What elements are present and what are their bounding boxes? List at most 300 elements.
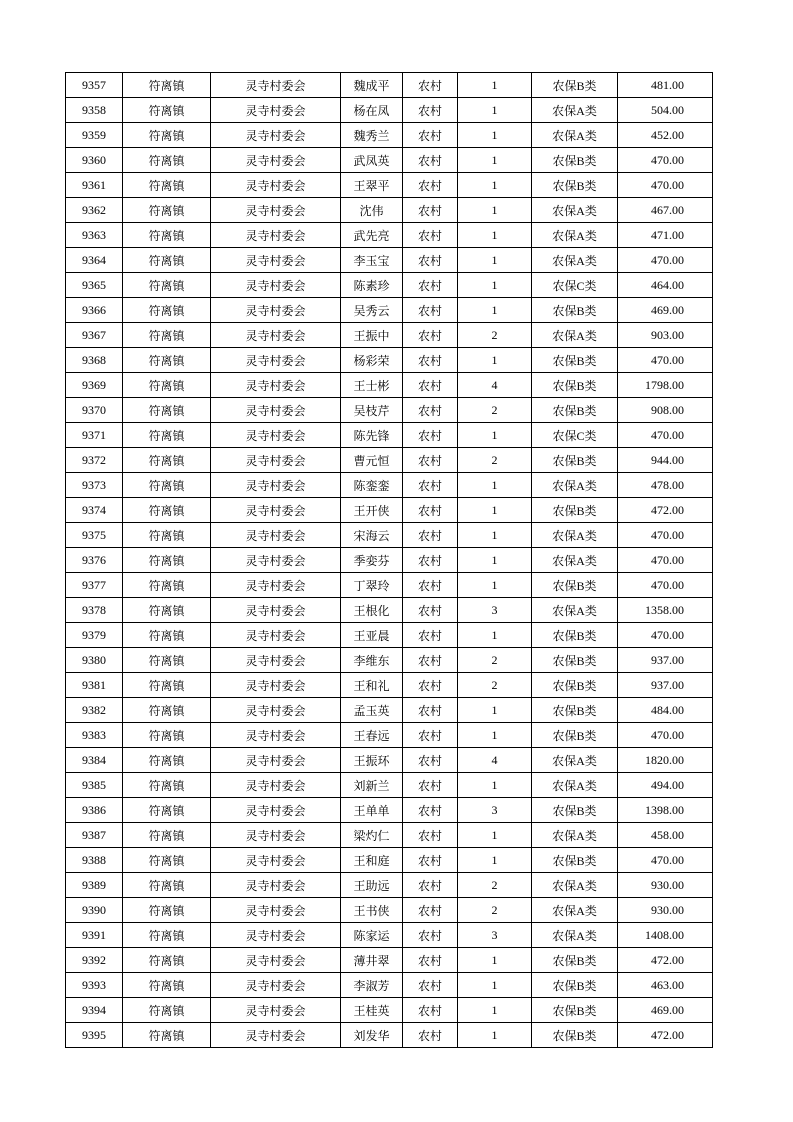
cell-village: 灵寺村委会 bbox=[211, 773, 341, 798]
cell-count: 1 bbox=[458, 98, 532, 123]
cell-village: 灵寺村委会 bbox=[211, 498, 341, 523]
cell-seq: 9387 bbox=[66, 823, 123, 848]
cell-seq: 9376 bbox=[66, 548, 123, 573]
table-row bbox=[66, 698, 713, 723]
cell-type: 农村 bbox=[403, 948, 458, 973]
cell-amount: 458.00 bbox=[618, 823, 713, 848]
cell-seq: 9383 bbox=[66, 723, 123, 748]
cell-village: 灵寺村委会 bbox=[211, 223, 341, 248]
cell-name: 魏成平 bbox=[341, 73, 403, 98]
cell-count: 1 bbox=[458, 948, 532, 973]
cell-village: 灵寺村委会 bbox=[211, 398, 341, 423]
cell-village: 灵寺村委会 bbox=[211, 573, 341, 598]
table-row bbox=[66, 473, 713, 498]
cell-village: 灵寺村委会 bbox=[211, 548, 341, 573]
cell-seq: 9369 bbox=[66, 373, 123, 398]
cell-amount: 1798.00 bbox=[618, 373, 713, 398]
cell-name: 王和庭 bbox=[341, 848, 403, 873]
cell-name: 武先亮 bbox=[341, 223, 403, 248]
cell-category: 农保A类 bbox=[532, 523, 618, 548]
table-row bbox=[66, 248, 713, 273]
cell-category: 农保A类 bbox=[532, 198, 618, 223]
cell-village: 灵寺村委会 bbox=[211, 523, 341, 548]
cell-seq: 9388 bbox=[66, 848, 123, 873]
cell-type: 农村 bbox=[403, 998, 458, 1023]
cell-village: 灵寺村委会 bbox=[211, 448, 341, 473]
table-row bbox=[66, 348, 713, 373]
cell-town: 符离镇 bbox=[123, 423, 211, 448]
cell-type: 农村 bbox=[403, 798, 458, 823]
cell-seq: 9375 bbox=[66, 523, 123, 548]
cell-type: 农村 bbox=[403, 148, 458, 173]
cell-village: 灵寺村委会 bbox=[211, 823, 341, 848]
cell-category: 农保A类 bbox=[532, 873, 618, 898]
cell-type: 农村 bbox=[403, 173, 458, 198]
cell-town: 符离镇 bbox=[123, 648, 211, 673]
cell-seq: 9374 bbox=[66, 498, 123, 523]
cell-town: 符离镇 bbox=[123, 298, 211, 323]
cell-amount: 471.00 bbox=[618, 223, 713, 248]
cell-category: 农保C类 bbox=[532, 423, 618, 448]
cell-seq: 9393 bbox=[66, 973, 123, 998]
cell-amount: 470.00 bbox=[618, 723, 713, 748]
cell-name: 王亚晨 bbox=[341, 623, 403, 648]
cell-amount: 470.00 bbox=[618, 848, 713, 873]
cell-category: 农保A类 bbox=[532, 923, 618, 948]
cell-seq: 9377 bbox=[66, 573, 123, 598]
cell-count: 1 bbox=[458, 73, 532, 98]
cell-category: 农保B类 bbox=[532, 373, 618, 398]
cell-name: 王春远 bbox=[341, 723, 403, 748]
cell-name: 薄井翠 bbox=[341, 948, 403, 973]
cell-name: 王桂英 bbox=[341, 998, 403, 1023]
cell-seq: 9394 bbox=[66, 998, 123, 1023]
cell-town: 符离镇 bbox=[123, 273, 211, 298]
cell-town: 符离镇 bbox=[123, 473, 211, 498]
cell-name: 王根化 bbox=[341, 598, 403, 623]
cell-village: 灵寺村委会 bbox=[211, 648, 341, 673]
cell-count: 1 bbox=[458, 773, 532, 798]
cell-category: 农保B类 bbox=[532, 298, 618, 323]
cell-amount: 469.00 bbox=[618, 298, 713, 323]
cell-seq: 9378 bbox=[66, 598, 123, 623]
cell-name: 梁灼仁 bbox=[341, 823, 403, 848]
cell-name: 王书侠 bbox=[341, 898, 403, 923]
cell-amount: 472.00 bbox=[618, 498, 713, 523]
cell-village: 灵寺村委会 bbox=[211, 998, 341, 1023]
table-row bbox=[66, 273, 713, 298]
cell-town: 符离镇 bbox=[123, 73, 211, 98]
cell-village: 灵寺村委会 bbox=[211, 373, 341, 398]
cell-name: 王翠平 bbox=[341, 173, 403, 198]
cell-count: 1 bbox=[458, 298, 532, 323]
cell-town: 符离镇 bbox=[123, 248, 211, 273]
cell-type: 农村 bbox=[403, 423, 458, 448]
cell-village: 灵寺村委会 bbox=[211, 798, 341, 823]
cell-seq: 9373 bbox=[66, 473, 123, 498]
cell-seq: 9390 bbox=[66, 898, 123, 923]
cell-village: 灵寺村委会 bbox=[211, 173, 341, 198]
cell-category: 农保A类 bbox=[532, 223, 618, 248]
table-row bbox=[66, 323, 713, 348]
cell-category: 农保A类 bbox=[532, 123, 618, 148]
cell-village: 灵寺村委会 bbox=[211, 1023, 341, 1048]
cell-seq: 9368 bbox=[66, 348, 123, 373]
cell-type: 农村 bbox=[403, 498, 458, 523]
cell-town: 符离镇 bbox=[123, 598, 211, 623]
cell-seq: 9358 bbox=[66, 98, 123, 123]
cell-category: 农保B类 bbox=[532, 398, 618, 423]
cell-amount: 470.00 bbox=[618, 423, 713, 448]
cell-amount: 484.00 bbox=[618, 698, 713, 723]
cell-count: 2 bbox=[458, 898, 532, 923]
cell-amount: 494.00 bbox=[618, 773, 713, 798]
cell-town: 符离镇 bbox=[123, 123, 211, 148]
table-row bbox=[66, 998, 713, 1023]
cell-type: 农村 bbox=[403, 448, 458, 473]
cell-town: 符离镇 bbox=[123, 623, 211, 648]
table-row bbox=[66, 98, 713, 123]
cell-category: 农保B类 bbox=[532, 673, 618, 698]
cell-count: 3 bbox=[458, 923, 532, 948]
cell-category: 农保A类 bbox=[532, 598, 618, 623]
cell-category: 农保A类 bbox=[532, 823, 618, 848]
cell-count: 1 bbox=[458, 1023, 532, 1048]
cell-seq: 9391 bbox=[66, 923, 123, 948]
cell-amount: 937.00 bbox=[618, 648, 713, 673]
table-row bbox=[66, 523, 713, 548]
cell-type: 农村 bbox=[403, 523, 458, 548]
cell-seq: 9379 bbox=[66, 623, 123, 648]
cell-name: 王振环 bbox=[341, 748, 403, 773]
cell-type: 农村 bbox=[403, 73, 458, 98]
cell-amount: 481.00 bbox=[618, 73, 713, 98]
cell-name: 吴秀云 bbox=[341, 298, 403, 323]
cell-category: 农保B类 bbox=[532, 698, 618, 723]
cell-type: 农村 bbox=[403, 123, 458, 148]
cell-amount: 472.00 bbox=[618, 948, 713, 973]
cell-amount: 469.00 bbox=[618, 998, 713, 1023]
cell-amount: 464.00 bbox=[618, 273, 713, 298]
cell-amount: 463.00 bbox=[618, 973, 713, 998]
cell-count: 1 bbox=[458, 223, 532, 248]
cell-amount: 467.00 bbox=[618, 198, 713, 223]
cell-name: 王开侠 bbox=[341, 498, 403, 523]
cell-category: 农保A类 bbox=[532, 898, 618, 923]
cell-town: 符离镇 bbox=[123, 873, 211, 898]
table-row bbox=[66, 173, 713, 198]
cell-town: 符离镇 bbox=[123, 148, 211, 173]
cell-count: 1 bbox=[458, 698, 532, 723]
cell-village: 灵寺村委会 bbox=[211, 148, 341, 173]
table-row bbox=[66, 873, 713, 898]
cell-seq: 9363 bbox=[66, 223, 123, 248]
cell-town: 符离镇 bbox=[123, 798, 211, 823]
table-row bbox=[66, 748, 713, 773]
cell-town: 符离镇 bbox=[123, 923, 211, 948]
table-row bbox=[66, 823, 713, 848]
cell-amount: 908.00 bbox=[618, 398, 713, 423]
cell-count: 1 bbox=[458, 273, 532, 298]
cell-count: 1 bbox=[458, 348, 532, 373]
cell-count: 4 bbox=[458, 373, 532, 398]
payment-roster-table bbox=[65, 72, 713, 1048]
cell-amount: 1820.00 bbox=[618, 748, 713, 773]
cell-seq: 9357 bbox=[66, 73, 123, 98]
cell-name: 陈銮銮 bbox=[341, 473, 403, 498]
cell-town: 符离镇 bbox=[123, 348, 211, 373]
cell-type: 农村 bbox=[403, 823, 458, 848]
cell-count: 2 bbox=[458, 648, 532, 673]
cell-type: 农村 bbox=[403, 573, 458, 598]
table-row bbox=[66, 548, 713, 573]
cell-name: 吴枝芹 bbox=[341, 398, 403, 423]
cell-name: 刘新兰 bbox=[341, 773, 403, 798]
cell-town: 符离镇 bbox=[123, 448, 211, 473]
cell-amount: 504.00 bbox=[618, 98, 713, 123]
table-row bbox=[66, 573, 713, 598]
cell-seq: 9359 bbox=[66, 123, 123, 148]
cell-town: 符离镇 bbox=[123, 998, 211, 1023]
cell-town: 符离镇 bbox=[123, 773, 211, 798]
cell-count: 3 bbox=[458, 798, 532, 823]
cell-seq: 9364 bbox=[66, 248, 123, 273]
table-row bbox=[66, 898, 713, 923]
cell-count: 1 bbox=[458, 173, 532, 198]
cell-amount: 937.00 bbox=[618, 673, 713, 698]
cell-town: 符离镇 bbox=[123, 748, 211, 773]
cell-type: 农村 bbox=[403, 598, 458, 623]
cell-category: 农保B类 bbox=[532, 623, 618, 648]
cell-amount: 472.00 bbox=[618, 1023, 713, 1048]
table-row bbox=[66, 123, 713, 148]
cell-town: 符离镇 bbox=[123, 198, 211, 223]
cell-type: 农村 bbox=[403, 923, 458, 948]
cell-type: 农村 bbox=[403, 873, 458, 898]
cell-seq: 9362 bbox=[66, 198, 123, 223]
cell-count: 1 bbox=[458, 573, 532, 598]
cell-seq: 9392 bbox=[66, 948, 123, 973]
cell-category: 农保A类 bbox=[532, 548, 618, 573]
table-row bbox=[66, 423, 713, 448]
cell-town: 符离镇 bbox=[123, 673, 211, 698]
cell-name: 季娈芬 bbox=[341, 548, 403, 573]
cell-count: 1 bbox=[458, 823, 532, 848]
cell-name: 李玉宝 bbox=[341, 248, 403, 273]
cell-type: 农村 bbox=[403, 548, 458, 573]
cell-town: 符离镇 bbox=[123, 698, 211, 723]
cell-town: 符离镇 bbox=[123, 1023, 211, 1048]
cell-category: 农保A类 bbox=[532, 98, 618, 123]
cell-seq: 9381 bbox=[66, 673, 123, 698]
cell-count: 1 bbox=[458, 123, 532, 148]
cell-amount: 1398.00 bbox=[618, 798, 713, 823]
cell-name: 王助远 bbox=[341, 873, 403, 898]
cell-village: 灵寺村委会 bbox=[211, 248, 341, 273]
cell-seq: 9389 bbox=[66, 873, 123, 898]
cell-count: 1 bbox=[458, 848, 532, 873]
cell-seq: 9370 bbox=[66, 398, 123, 423]
cell-type: 农村 bbox=[403, 973, 458, 998]
cell-amount: 478.00 bbox=[618, 473, 713, 498]
cell-town: 符离镇 bbox=[123, 523, 211, 548]
cell-count: 2 bbox=[458, 448, 532, 473]
cell-seq: 9367 bbox=[66, 323, 123, 348]
cell-town: 符离镇 bbox=[123, 573, 211, 598]
cell-type: 农村 bbox=[403, 723, 458, 748]
table-row bbox=[66, 923, 713, 948]
cell-type: 农村 bbox=[403, 773, 458, 798]
cell-town: 符离镇 bbox=[123, 498, 211, 523]
table-row bbox=[66, 598, 713, 623]
cell-village: 灵寺村委会 bbox=[211, 698, 341, 723]
cell-amount: 470.00 bbox=[618, 573, 713, 598]
cell-seq: 9382 bbox=[66, 698, 123, 723]
cell-type: 农村 bbox=[403, 298, 458, 323]
cell-count: 4 bbox=[458, 748, 532, 773]
cell-seq: 9372 bbox=[66, 448, 123, 473]
table-row bbox=[66, 398, 713, 423]
cell-amount: 944.00 bbox=[618, 448, 713, 473]
cell-category: 农保A类 bbox=[532, 748, 618, 773]
cell-village: 灵寺村委会 bbox=[211, 873, 341, 898]
cell-village: 灵寺村委会 bbox=[211, 948, 341, 973]
table-row bbox=[66, 773, 713, 798]
cell-category: 农保A类 bbox=[532, 323, 618, 348]
cell-name: 杨在凤 bbox=[341, 98, 403, 123]
cell-village: 灵寺村委会 bbox=[211, 598, 341, 623]
cell-town: 符离镇 bbox=[123, 398, 211, 423]
cell-village: 灵寺村委会 bbox=[211, 898, 341, 923]
cell-type: 农村 bbox=[403, 398, 458, 423]
cell-town: 符离镇 bbox=[123, 223, 211, 248]
cell-amount: 1358.00 bbox=[618, 598, 713, 623]
cell-amount: 470.00 bbox=[618, 248, 713, 273]
cell-type: 农村 bbox=[403, 248, 458, 273]
table-row bbox=[66, 648, 713, 673]
cell-category: 农保C类 bbox=[532, 273, 618, 298]
cell-name: 宋海云 bbox=[341, 523, 403, 548]
cell-type: 农村 bbox=[403, 698, 458, 723]
cell-name: 孟玉英 bbox=[341, 698, 403, 723]
cell-amount: 1408.00 bbox=[618, 923, 713, 948]
cell-village: 灵寺村委会 bbox=[211, 298, 341, 323]
cell-village: 灵寺村委会 bbox=[211, 848, 341, 873]
cell-town: 符离镇 bbox=[123, 973, 211, 998]
cell-name: 李维东 bbox=[341, 648, 403, 673]
cell-village: 灵寺村委会 bbox=[211, 973, 341, 998]
cell-name: 李淑芳 bbox=[341, 973, 403, 998]
table-row bbox=[66, 298, 713, 323]
cell-count: 1 bbox=[458, 198, 532, 223]
cell-town: 符离镇 bbox=[123, 373, 211, 398]
table-row bbox=[66, 623, 713, 648]
cell-name: 陈先锋 bbox=[341, 423, 403, 448]
cell-count: 2 bbox=[458, 323, 532, 348]
cell-count: 1 bbox=[458, 973, 532, 998]
cell-amount: 930.00 bbox=[618, 898, 713, 923]
cell-amount: 470.00 bbox=[618, 348, 713, 373]
table-row bbox=[66, 148, 713, 173]
cell-town: 符离镇 bbox=[123, 898, 211, 923]
cell-type: 农村 bbox=[403, 848, 458, 873]
cell-category: 农保B类 bbox=[532, 973, 618, 998]
cell-category: 农保B类 bbox=[532, 1023, 618, 1048]
cell-town: 符离镇 bbox=[123, 723, 211, 748]
cell-name: 魏秀兰 bbox=[341, 123, 403, 148]
cell-count: 1 bbox=[458, 523, 532, 548]
cell-count: 1 bbox=[458, 623, 532, 648]
cell-village: 灵寺村委会 bbox=[211, 98, 341, 123]
cell-seq: 9360 bbox=[66, 148, 123, 173]
cell-name: 沈伟 bbox=[341, 198, 403, 223]
cell-village: 灵寺村委会 bbox=[211, 623, 341, 648]
cell-seq: 9380 bbox=[66, 648, 123, 673]
cell-village: 灵寺村委会 bbox=[211, 423, 341, 448]
cell-count: 1 bbox=[458, 498, 532, 523]
cell-town: 符离镇 bbox=[123, 173, 211, 198]
cell-amount: 930.00 bbox=[618, 873, 713, 898]
cell-count: 1 bbox=[458, 473, 532, 498]
cell-type: 农村 bbox=[403, 648, 458, 673]
cell-name: 杨彩荣 bbox=[341, 348, 403, 373]
cell-amount: 470.00 bbox=[618, 623, 713, 648]
cell-category: 农保A类 bbox=[532, 248, 618, 273]
cell-type: 农村 bbox=[403, 273, 458, 298]
table-row bbox=[66, 448, 713, 473]
cell-name: 王士彬 bbox=[341, 373, 403, 398]
table-row bbox=[66, 73, 713, 98]
cell-name: 王单单 bbox=[341, 798, 403, 823]
cell-village: 灵寺村委会 bbox=[211, 73, 341, 98]
cell-amount: 903.00 bbox=[618, 323, 713, 348]
cell-town: 符离镇 bbox=[123, 98, 211, 123]
cell-seq: 9366 bbox=[66, 298, 123, 323]
cell-category: 农保B类 bbox=[532, 948, 618, 973]
cell-type: 农村 bbox=[403, 373, 458, 398]
cell-category: 农保B类 bbox=[532, 573, 618, 598]
cell-name: 王和礼 bbox=[341, 673, 403, 698]
cell-type: 农村 bbox=[403, 1023, 458, 1048]
table-row bbox=[66, 948, 713, 973]
cell-town: 符离镇 bbox=[123, 823, 211, 848]
cell-type: 农村 bbox=[403, 898, 458, 923]
cell-name: 曹元恒 bbox=[341, 448, 403, 473]
cell-type: 农村 bbox=[403, 623, 458, 648]
cell-name: 武凤英 bbox=[341, 148, 403, 173]
cell-type: 农村 bbox=[403, 98, 458, 123]
cell-village: 灵寺村委会 bbox=[211, 348, 341, 373]
cell-seq: 9365 bbox=[66, 273, 123, 298]
cell-amount: 470.00 bbox=[618, 148, 713, 173]
table-row bbox=[66, 798, 713, 823]
cell-village: 灵寺村委会 bbox=[211, 923, 341, 948]
cell-category: 农保B类 bbox=[532, 73, 618, 98]
cell-type: 农村 bbox=[403, 348, 458, 373]
cell-count: 3 bbox=[458, 598, 532, 623]
cell-village: 灵寺村委会 bbox=[211, 198, 341, 223]
cell-amount: 452.00 bbox=[618, 123, 713, 148]
cell-name: 丁翠玲 bbox=[341, 573, 403, 598]
cell-count: 1 bbox=[458, 723, 532, 748]
cell-seq: 9395 bbox=[66, 1023, 123, 1048]
cell-category: 农保B类 bbox=[532, 648, 618, 673]
cell-town: 符离镇 bbox=[123, 323, 211, 348]
cell-category: 农保B类 bbox=[532, 498, 618, 523]
cell-name: 陈家运 bbox=[341, 923, 403, 948]
table-row bbox=[66, 723, 713, 748]
table-row bbox=[66, 673, 713, 698]
